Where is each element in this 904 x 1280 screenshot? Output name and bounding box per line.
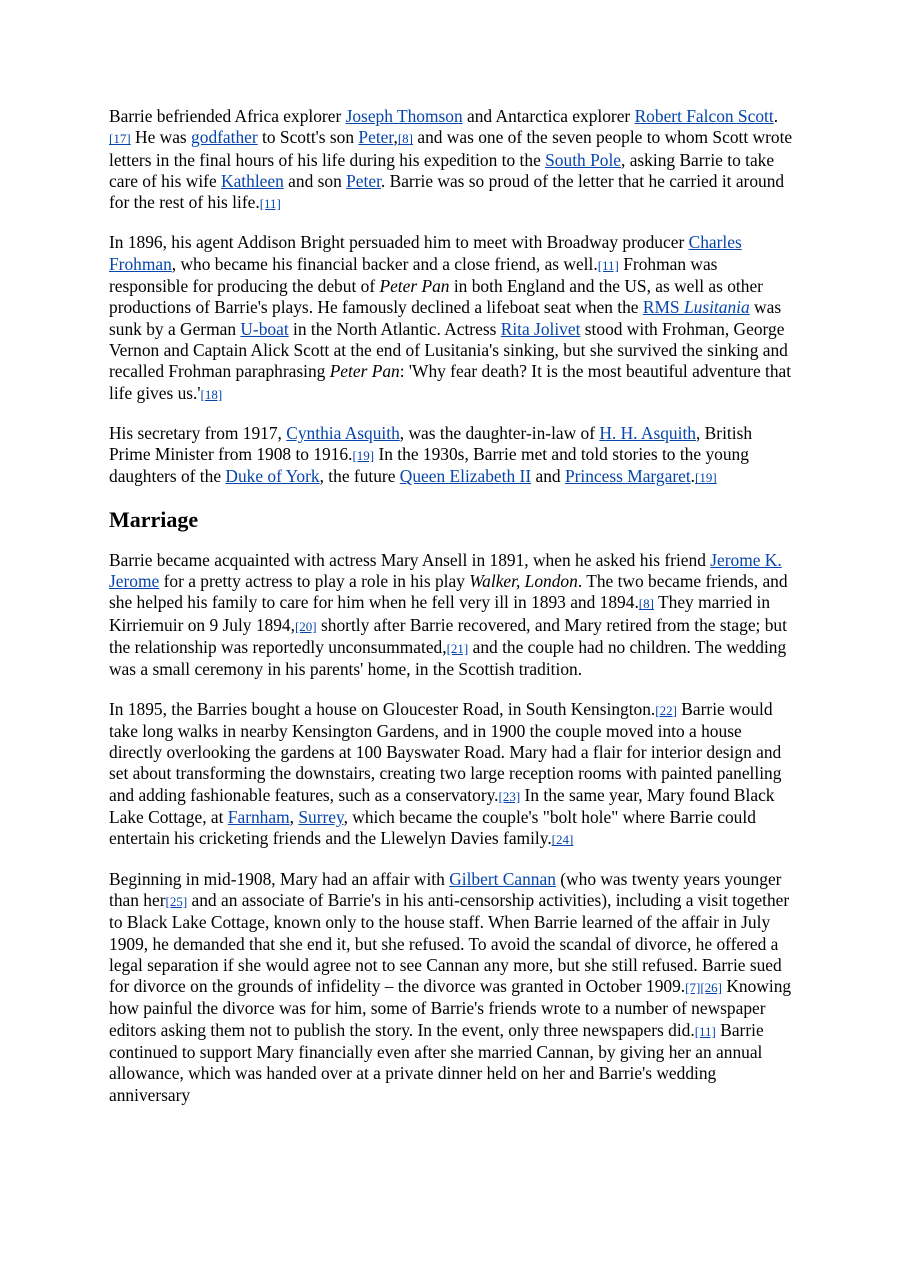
link-rita-jolivet[interactable]: Rita Jolivet bbox=[500, 318, 581, 339]
citation-25[interactable]: [25] bbox=[165, 893, 188, 909]
citation-17[interactable]: [17] bbox=[109, 131, 131, 147]
text: and bbox=[531, 466, 565, 487]
text: . Barrie was so proud of the letter that he carried it around for the rest of his life. bbox=[109, 170, 785, 213]
title-peter-pan: Peter Pan bbox=[379, 276, 450, 297]
citation-8[interactable]: [8] bbox=[638, 596, 654, 612]
text: Beginning in mid-1908, Mary had an affair with bbox=[109, 868, 450, 889]
text: in the North Atlantic. Actress bbox=[288, 318, 501, 339]
link-u-boat[interactable]: U-boat bbox=[240, 318, 289, 339]
text: , asking Barrie to take care of his wife bbox=[109, 149, 775, 191]
text: , which became the couple's "bolt hole" where Barrie could entertain his cricketing friends and the Llewelyn Davies family. bbox=[109, 807, 756, 849]
link-farnham[interactable]: Farnham bbox=[227, 807, 290, 828]
text: , who became his financial backer and a close friend, as well. bbox=[171, 253, 598, 274]
link-cynthia-asquith[interactable]: Cynthia Asquith bbox=[286, 422, 400, 443]
link-surrey[interactable]: Surrey bbox=[298, 807, 344, 828]
text: He was bbox=[130, 127, 192, 148]
text: . bbox=[773, 106, 779, 126]
text: to Scott's son bbox=[257, 127, 359, 148]
text: stood with Frohman, George Vernon and Captain Alick Scott at the end of Lusitania's sinking, but she survived the sinking and recalled Frohman paraphrasing bbox=[109, 318, 788, 382]
link-godfather[interactable]: godfather bbox=[191, 127, 258, 148]
text: and Antarctica explorer bbox=[462, 106, 635, 126]
title-peter-pan: Peter Pan bbox=[329, 361, 400, 382]
citation-26[interactable]: [26] bbox=[700, 980, 722, 996]
link-south-pole[interactable]: South Pole bbox=[545, 149, 621, 170]
text: (who was twenty years younger than her bbox=[109, 868, 782, 910]
paragraph-scott bbox=[109, 106, 795, 214]
link-robert-falcon-scott[interactable]: Robert Falcon Scott bbox=[634, 106, 774, 126]
link-princess-margaret[interactable]: Princess Margaret bbox=[564, 466, 691, 487]
citation-11[interactable]: [11] bbox=[259, 196, 281, 212]
link-lusitania-text: Lusitania bbox=[683, 297, 750, 318]
paragraph-gloucester-road bbox=[109, 699, 795, 851]
text: Frohman was responsible for producing the debut of bbox=[109, 253, 718, 297]
citation-11[interactable]: [11] bbox=[694, 1023, 716, 1039]
citation-19[interactable]: [19] bbox=[352, 448, 375, 464]
citation-19[interactable]: [19] bbox=[695, 470, 717, 486]
link-peter[interactable]: Peter bbox=[358, 127, 394, 148]
text: and the couple had no children. The wedding was a small ceremony in his parents' home, in the Scottish tradition. bbox=[109, 636, 787, 680]
text: , the future bbox=[319, 466, 400, 487]
paragraph-asquith bbox=[109, 423, 795, 489]
text: In the same year, Mary found Black Lake Cottage, at bbox=[109, 784, 775, 828]
text: in both England and the US, as well as other productions of Barrie's plays. He famously declined a lifeboat seat when the bbox=[109, 276, 763, 318]
citation-23[interactable]: [23] bbox=[498, 788, 521, 804]
text: shortly after Barrie recovered, and Mary retired from the stage; but the relationship was reportedly unconsummated, bbox=[109, 614, 787, 657]
text: In the 1930s, Barrie met and told stories to the young daughters of the bbox=[109, 444, 749, 487]
link-rms-lusitania[interactable] bbox=[643, 297, 750, 317]
citation-7[interactable]: [7] bbox=[685, 980, 701, 996]
link-queen-elizabeth-ii[interactable]: Queen Elizabeth II bbox=[399, 466, 532, 487]
text: Barrie became acquainted with actress Mary Ansell in 1891, when he asked his friend bbox=[109, 549, 711, 570]
link-duke-of-york[interactable]: Duke of York bbox=[225, 466, 320, 487]
citation-18[interactable]: [18] bbox=[200, 386, 223, 402]
link-rms-text: RMS bbox=[642, 297, 684, 318]
text: , bbox=[289, 807, 299, 828]
text: . The two became friends, and she helped his family to care for him when he fell very ill in 1893 and 1894. bbox=[109, 571, 788, 613]
citation-21[interactable]: [21] bbox=[446, 640, 469, 656]
text: , was the daughter-in-law of bbox=[399, 422, 600, 443]
paragraph-cannan-affair bbox=[109, 869, 795, 1106]
link-joseph-thomson[interactable]: Joseph Thomson bbox=[345, 106, 463, 126]
text: Barrie continued to support Mary financially even after she married Cannan, by giving her an annual allowance, which was handed over at a private dinner held on her and Barrie's wedding anniversary bbox=[109, 1019, 764, 1105]
text: Barrie would take long walks in nearby Kensington Gardens, and in 1900 the couple moved into a house directly overlooking the gardens at 100 Bayswater Road. Mary had a flair for interior design and set about transforming the downstairs, creating two large reception rooms with painted panelling and adding fashionable features, such as a conservatory. bbox=[109, 698, 782, 805]
title-walker-london: Walker, London bbox=[469, 571, 578, 592]
citation-20[interactable]: [20] bbox=[294, 618, 317, 634]
text: In 1896, his agent Addison Bright persuaded him to meet with Broadway producer bbox=[109, 232, 689, 253]
citation-24[interactable]: [24] bbox=[551, 832, 574, 848]
text: They married in Kirriemuir on 9 July 1894, bbox=[109, 592, 771, 635]
paragraph-mary-ansell bbox=[109, 550, 795, 681]
text: and son bbox=[283, 170, 347, 191]
text: His secretary from 1917, bbox=[109, 422, 287, 443]
link-charles-frohman[interactable]: Charles Frohman bbox=[109, 232, 742, 274]
text: In 1895, the Barries bought a house on Gloucester Road, in South Kensington. bbox=[109, 698, 656, 719]
link-peter-son[interactable]: Peter bbox=[346, 170, 381, 191]
paragraph-frohman bbox=[109, 232, 795, 404]
link-kathleen[interactable]: Kathleen bbox=[221, 170, 284, 191]
link-jerome-k-jerome[interactable]: Jerome K. Jerome bbox=[109, 549, 782, 592]
link-hh-asquith[interactable]: H. H. Asquith bbox=[599, 422, 696, 443]
text: , British Prime Minister from 1908 to 1916. bbox=[109, 422, 753, 465]
text: and an associate of Barrie's in his anti-censorship activities), including a visit together to Black Lake Cottage, known only to the house staff. When Barrie learned of the affair in July 1909, he demanded that she end it, but she refused. To avoid the scandal of divorce, he offered a legal separation if she would agree not to see Cannan any more, but she still refused. Barrie sued for divorce on the grounds of infidelity – the divorce was granted in October 1909. bbox=[109, 889, 790, 997]
citation-22[interactable]: [22] bbox=[655, 702, 677, 718]
text: for a pretty actress to play a role in his play bbox=[159, 571, 470, 592]
text: Barrie befriended Africa explorer bbox=[109, 106, 346, 126]
section-heading-marriage: Marriage bbox=[109, 506, 199, 532]
text: Knowing how painful the divorce was for him, some of Barrie's friends wrote to a number of newspaper editors asking them not to publish the story. In the event, only three newspapers did. bbox=[109, 976, 792, 1040]
text: . bbox=[690, 466, 696, 487]
text: and was one of the seven people to whom Scott wrote letters in the final hours of his life during his expedition to the bbox=[109, 127, 793, 170]
article-body bbox=[109, 106, 795, 1124]
text: , bbox=[393, 127, 398, 148]
citation-8[interactable]: [8] bbox=[397, 131, 413, 147]
link-gilbert-cannan[interactable]: Gilbert Cannan bbox=[449, 868, 556, 889]
text: : 'Why fear death? It is the most beautiful adventure that life gives us.' bbox=[109, 361, 792, 403]
text: was sunk by a German bbox=[109, 297, 782, 339]
citation-11[interactable]: [11] bbox=[597, 257, 619, 273]
